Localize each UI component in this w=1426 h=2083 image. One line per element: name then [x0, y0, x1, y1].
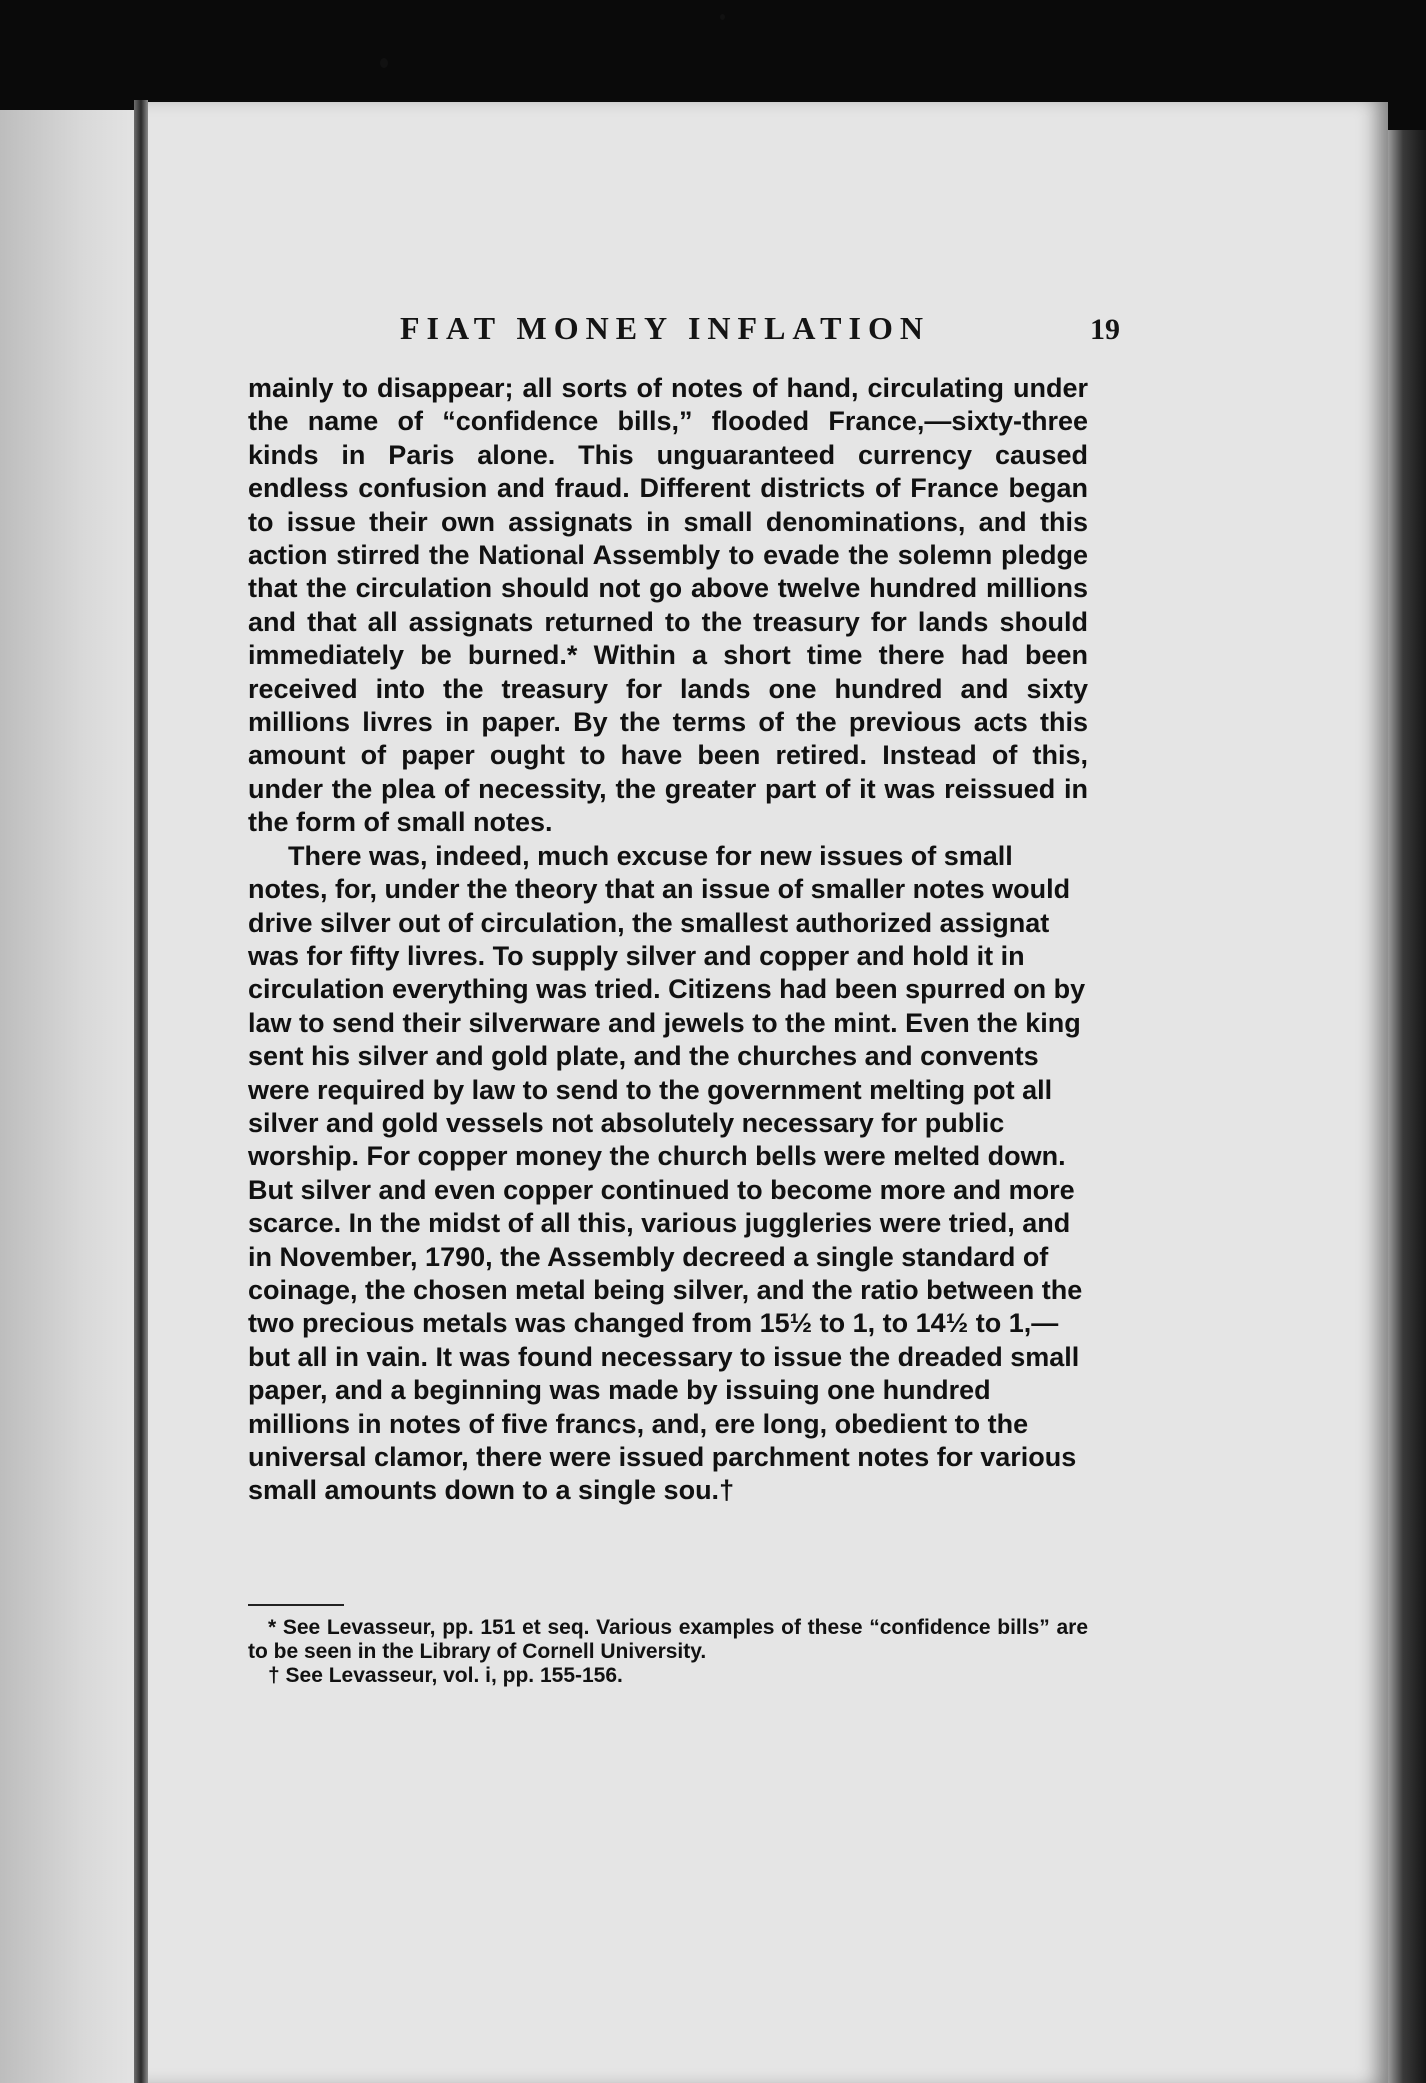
book-gutter [134, 100, 148, 2083]
page-header [400, 310, 1120, 360]
footnote: † See Levasseur, vol. i, pp. 155-156. [268, 1664, 623, 1687]
dust-speck [720, 14, 725, 20]
footnote-rule [248, 1604, 344, 1606]
page-edge-shadow [1388, 130, 1426, 2083]
page-number: 19 [1090, 313, 1120, 346]
running-head: FIAT MONEY INFLATION [400, 310, 930, 346]
body-text [248, 372, 1088, 1508]
dust-speck [380, 58, 388, 68]
footnotes [248, 1616, 1088, 1688]
footnote: * See Levasseur, pp. 151 et seq. Various examples of these “confidence bills” are to be seen in the Library of Cornell University. [248, 1616, 1088, 1663]
paragraph: There was, indeed, much excuse for new issues of small notes, for, under the theory that an issue of smaller notes would drive silver out of circulation, the smallest authorized assignat was for fifty livres. To supply silver and copper and hold it in circulation everything was tried. Citizens had been spurred on by law to send their silverware and jewels to the mint. Even the king sent his silver and gold plate, and the churches and convents were required by law to send to the government melting pot all silver and gold vessels not absolutely necessary for public worship. For copper money the church bells were melted down. But silver and even copper continued to become more and more scarce. In the midst of all this, various juggleries were tried, and in November, 1790, the Assembly decreed a single standard of coinage, the chosen metal being silver, and the ratio between the two precious metals was changed from 15½ to 1, to 14½ to 1,—but all in vain. It was found necessary to issue the dreaded small paper, and a beginning was made by issuing one hundred millions in notes of five francs, and, ere long, obedient to the universal clamor, there were issued parchment notes for various small amounts down to a single sou.† [248, 840, 1086, 1506]
paragraph: mainly to disappear; all sorts of notes of hand, circulating under the name of “confidence bills,” flooded France,—sixty-three kinds in Paris alone. This unguaranteed currency caused endless confusion and fraud. Different districts of France began to issue their own assignats in small denominations, and this action stirred the National Assembly to evade the solemn pledge that the circulation should not go above twelve hundred millions and that all assignats returned to the treasury for lands should immediately be burned.* Within a short time there had been received into the treasury for lands one hundred and sixty millions livres in paper. By the terms of the previous acts this amount of paper ought to have been retired. Instead of this, under the plea of necessity, the greater part of it was reissued in the form of small notes. [248, 373, 1088, 838]
facing-page-edge [0, 110, 140, 2083]
